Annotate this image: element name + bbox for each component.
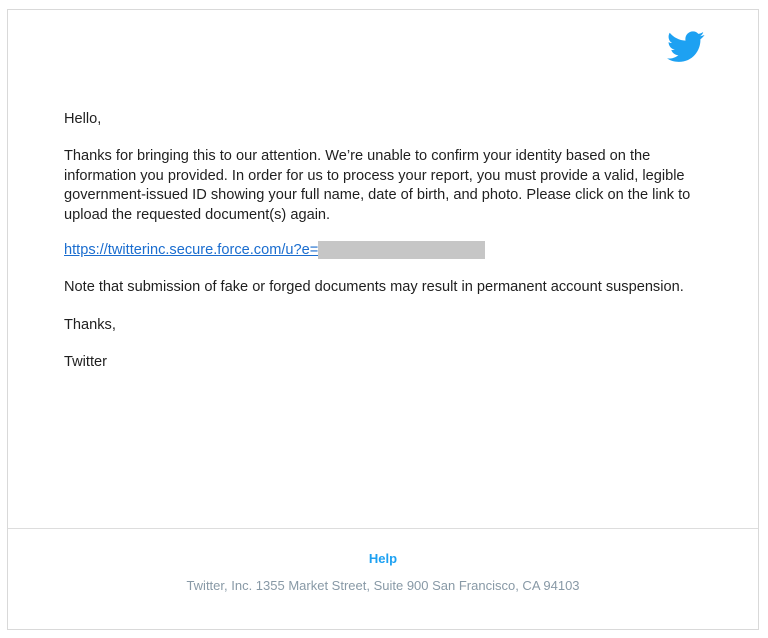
redacted-block bbox=[318, 241, 485, 259]
email-card bbox=[7, 9, 759, 630]
message-paragraph: Thanks for bringing this to our attention. We’re unable to confirm your identity based on the information you provided. In order for us to process your report, you must provide a valid, legible government-issued ID showing your full name, date of birth, and photo. Please click on the link to upload the requested document(s) again. bbox=[64, 148, 691, 223]
twitter-bird-icon bbox=[667, 31, 705, 63]
signature: Twitter bbox=[64, 354, 107, 370]
closing: Thanks, bbox=[64, 317, 116, 333]
upload-link-row bbox=[64, 241, 485, 261]
greeting: Hello, bbox=[64, 111, 102, 127]
warning-note: Note that submission of fake or forged documents may result in permanent account suspension. bbox=[64, 279, 684, 295]
footer bbox=[8, 529, 758, 629]
help-link[interactable]: Help bbox=[368, 551, 398, 566]
company-address: Twitter, Inc. 1355 Market Street, Suite 900 San Francisco, CA 94103 bbox=[186, 578, 580, 593]
upload-link[interactable]: https://twitterinc.secure.force.com/u?e= bbox=[64, 242, 319, 258]
